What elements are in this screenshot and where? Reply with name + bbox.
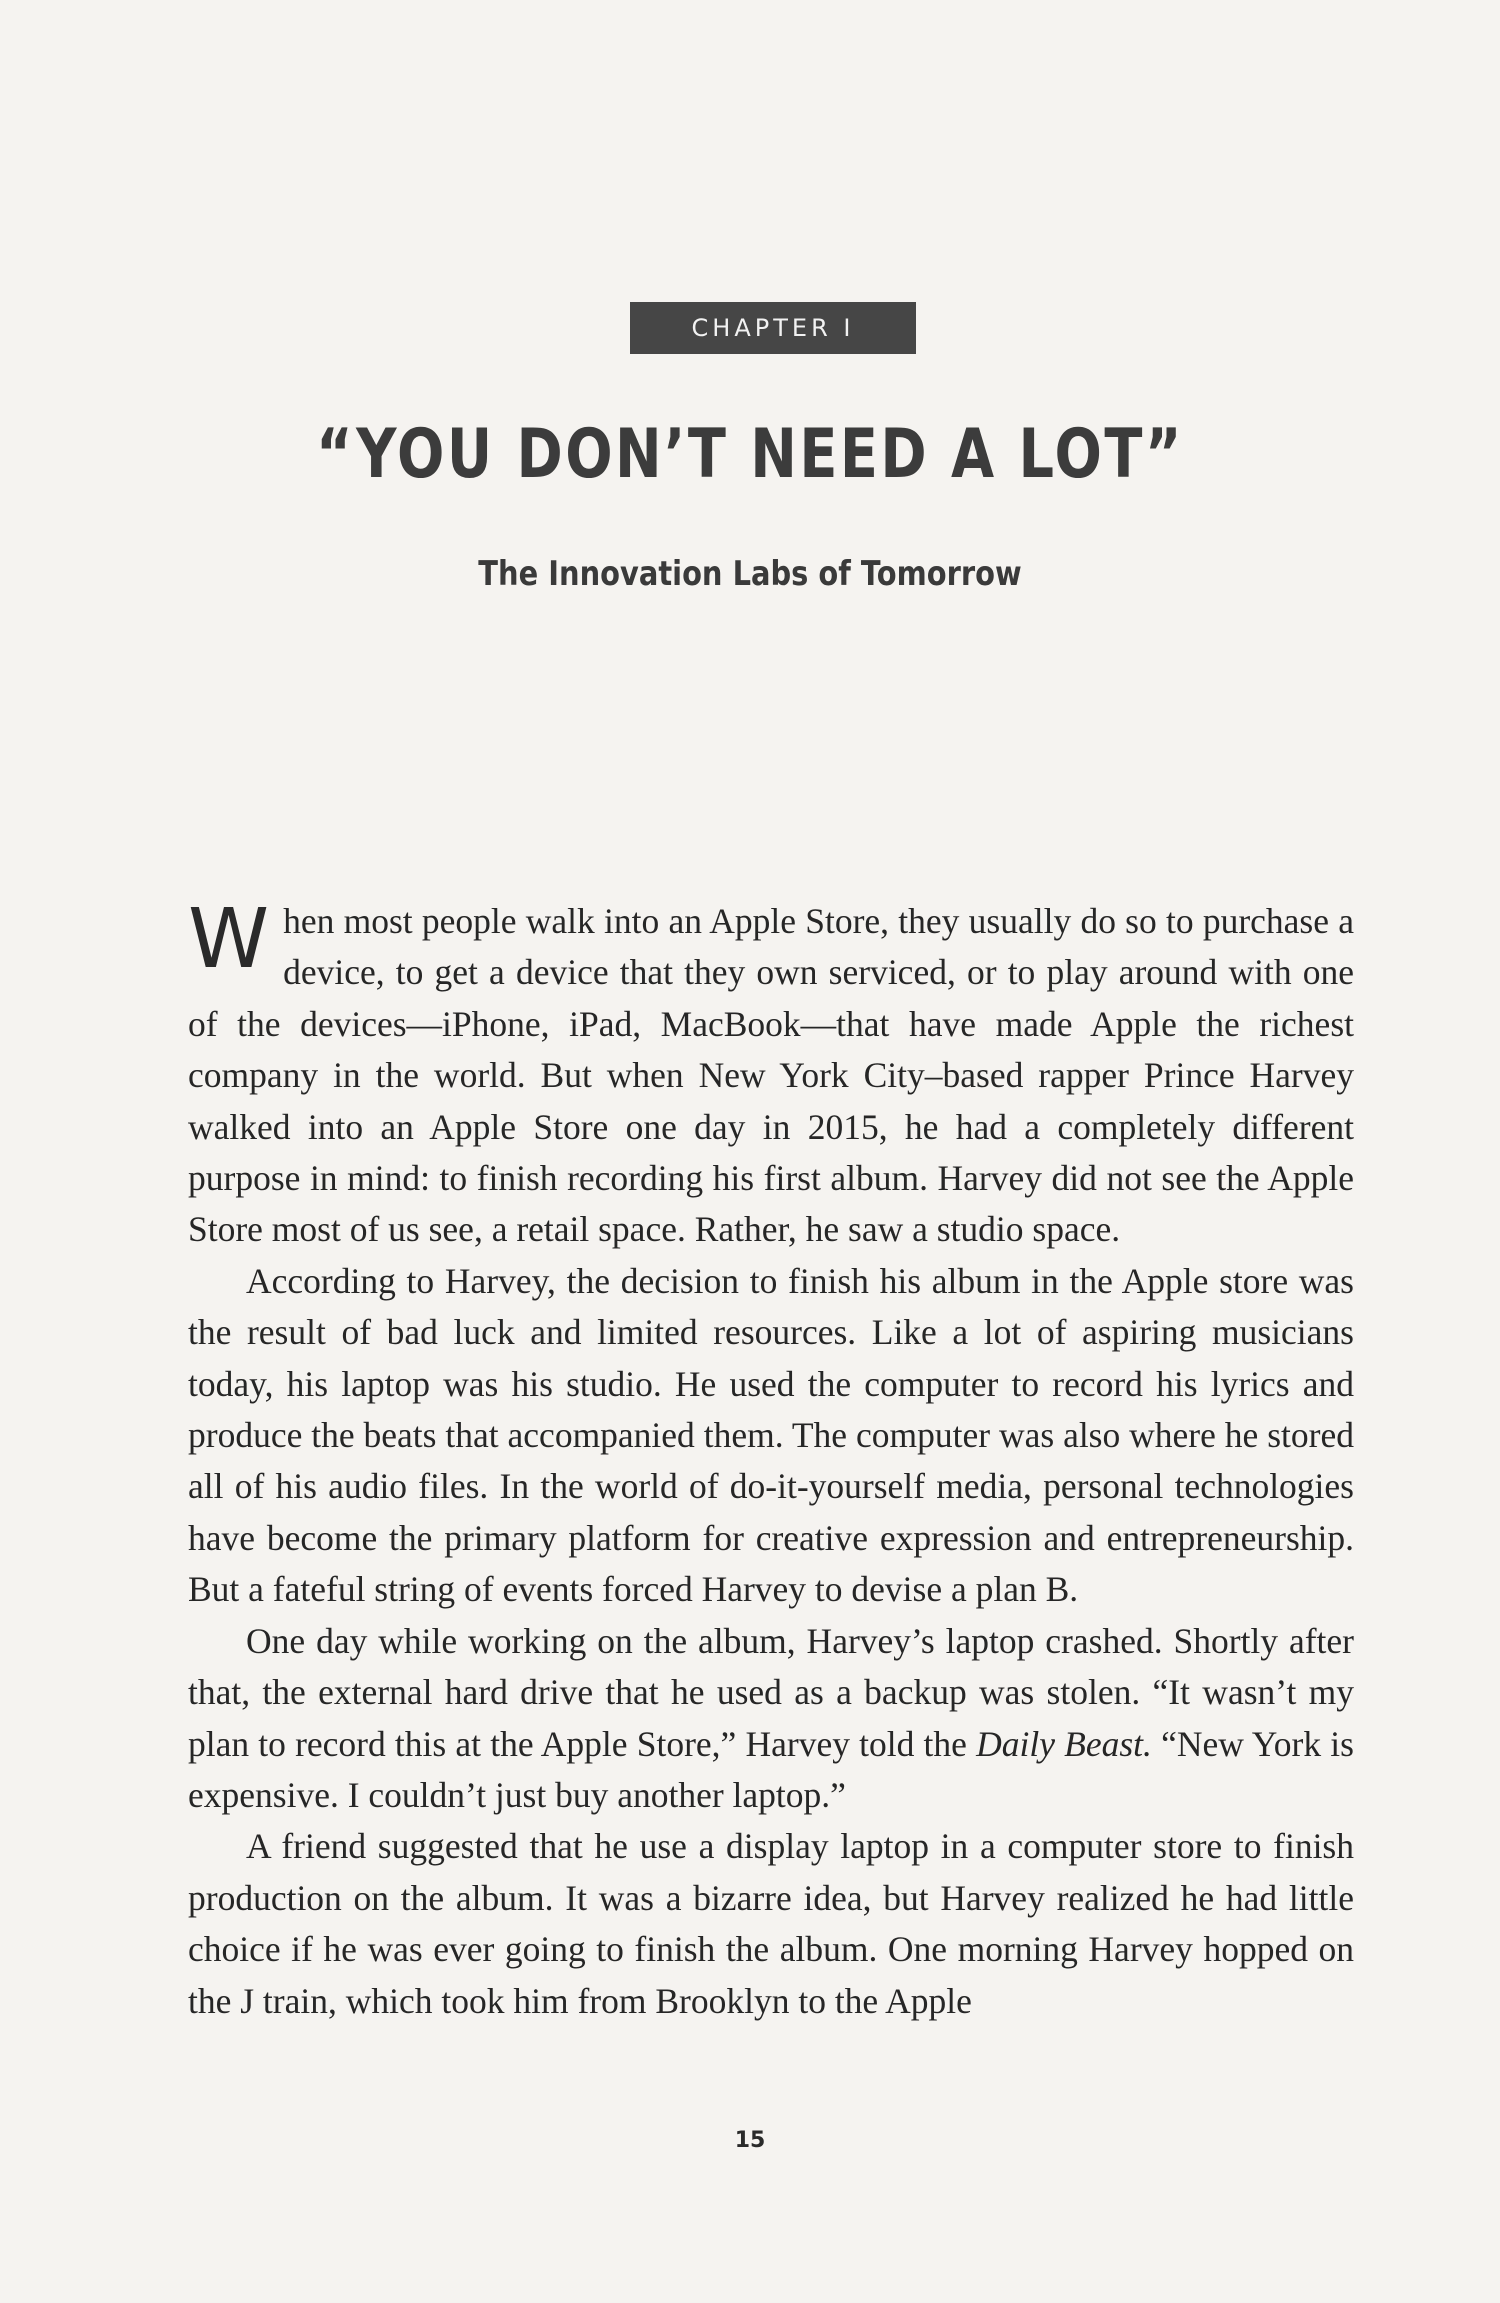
paragraph-3-text-a: One day while working on the album, Harvey’s laptop crashed. Shortly after that, the external hard drive that he used as a backup was stolen. “It wasn’t my plan to record this at the Apple Store,” Harvey told the	[188, 1620, 1354, 1764]
paragraph-3-text-b: “New York is expensive. I couldn’t just buy another laptop.”	[188, 1723, 1354, 1815]
chapter-badge: CHAPTER I	[630, 302, 916, 354]
drop-cap: W	[188, 892, 270, 987]
paragraph-1-text: hen most people walk into an Apple Store, they usually do so to purchase a device, to get a device that they own serviced, or to play around with one of the devices—iPhone, iPad, MacBook—that have made Apple the richest company in the world. But when New York City–based rapper Prince Harvey walked into an Apple Store one day in 2015, he had a completely different purpose in mind: to finish recording his first album. Harvey did not see the Apple Store most of us see, a retail space. Rather, he saw a studio space.	[188, 901, 1354, 1250]
paragraph-4: A friend suggested that he use a display laptop in a computer store to finish production on the album. It was a bizarre idea, but Harvey realized he had little choice if he was ever going to finish the album. One morning Harvey hopped on the J train, which took him from Brooklyn to the Apple	[188, 1826, 1354, 2021]
paragraph-1	[188, 892, 1354, 1256]
chapter-subtitle: The Innovation Labs of Tomorrow	[478, 554, 1022, 594]
paragraph-2: According to Harvey, the decision to finish his album in the Apple store was the result of bad luck and limited resources. Like a lot of aspiring musicians today, his laptop was his studio. He used the computer to record his lyrics and produce the beats that accompanied them. The computer was also where he stored all of his audio files. In the world of do-it-yourself media, personal technologies have become the primary platform for creative expression and entrepreneurship. But a fateful string of events forced Harvey to devise a plan B.	[188, 1260, 1354, 1610]
publication-name: Daily Beast.	[976, 1723, 1152, 1764]
chapter-title: “YOU DON’T NEED A LOT”	[315, 415, 1184, 494]
page-number: 15	[734, 2128, 766, 2153]
body-text	[188, 892, 1354, 2027]
paragraph-3	[188, 1616, 1354, 1822]
